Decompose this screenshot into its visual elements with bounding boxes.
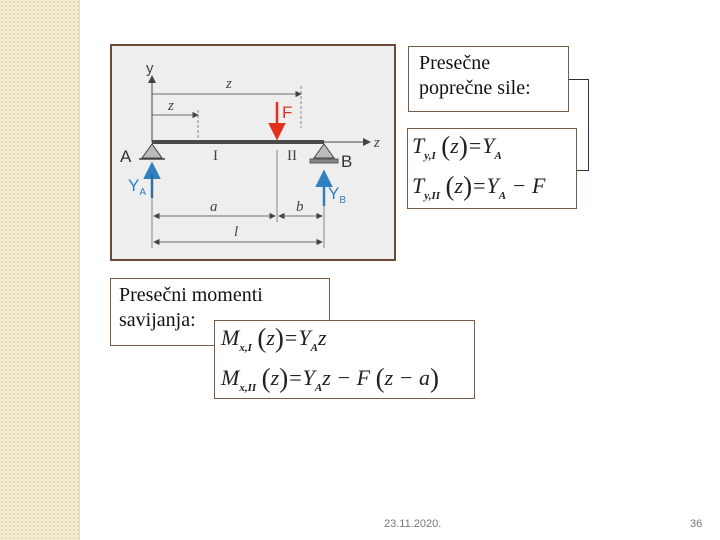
z-dimension-label: z [226, 76, 232, 92]
eq-rhs-subscript: A [310, 342, 318, 354]
slide-page-number: 36 [690, 518, 703, 530]
beam-figure [110, 44, 396, 261]
eq-argument: z [266, 325, 275, 350]
paren-open: ( [375, 363, 385, 393]
support-b-roller [310, 159, 338, 163]
eq-rhs: Y [486, 173, 499, 198]
shear-title-line-1: Presečne [419, 52, 491, 74]
eq-symbol: T [412, 173, 425, 198]
paren-close: ) [430, 363, 439, 393]
paren-close: ) [458, 131, 468, 161]
moment-equation-1 [221, 323, 327, 354]
reaction-b-label: $Y_B$ [328, 184, 347, 206]
section-2-label: II [287, 148, 297, 164]
dim-l-label: l [234, 224, 239, 240]
support-a [142, 144, 162, 158]
eq-symbol: M [221, 325, 240, 350]
beam-diagram [112, 46, 394, 259]
paren-close: ) [463, 171, 473, 201]
decorative-sidebar [0, 0, 79, 540]
equals-sign: = [284, 325, 298, 350]
moment-title-line-1: Presečni momenti [119, 284, 263, 306]
shear-title-line-2: poprečne sile: [419, 77, 531, 99]
eq-argument: z [270, 365, 280, 390]
dim-a-label: a [210, 199, 218, 215]
shear-equation-2 [412, 171, 545, 202]
eq-rest: z − F [322, 365, 371, 390]
eq-argument: z [450, 133, 459, 158]
paren-close: ) [274, 323, 284, 353]
eq-rest: − F [511, 173, 546, 198]
section-1-label: I [213, 148, 218, 164]
moment-equations [214, 320, 475, 399]
equals-sign: = [473, 173, 486, 198]
dim-b-label: b [296, 199, 304, 215]
slide-date: 23.11.2020. [384, 518, 442, 530]
eq-subscript: y,II [424, 190, 441, 202]
eq-rhs-subscript: A [498, 190, 507, 202]
sidebar-edge [79, 0, 80, 540]
eq-rhs-subscript: A [314, 382, 323, 394]
eq-rhs: Y [482, 133, 495, 158]
shear-equation-1 [412, 131, 502, 162]
support-b [314, 144, 334, 158]
eq-rhs: Y [302, 365, 315, 390]
support-b-label: B [341, 152, 353, 171]
support-a-label: A [120, 147, 132, 166]
equals-sign: = [289, 365, 302, 390]
eq-symbol: M [221, 365, 240, 390]
paren-open: ( [257, 323, 267, 353]
equals-sign: = [468, 133, 482, 158]
paren-close: ) [279, 363, 289, 393]
shear-equations [407, 128, 577, 209]
paren-open: ( [261, 363, 271, 393]
paren-open: ( [445, 171, 455, 201]
eq-rhs-subscript: A [494, 150, 502, 162]
eq-tail: z − a [384, 365, 430, 390]
force-label: F [282, 103, 293, 122]
eq-symbol: T [412, 133, 425, 158]
eq-subscript: x,II [239, 382, 257, 394]
eq-argument: z [454, 173, 464, 198]
shear-force-title [408, 46, 569, 112]
eq-subscript: x,I [239, 342, 252, 354]
z-axis-label: z [374, 135, 380, 151]
eq-subscript: y,I [424, 150, 436, 162]
y-axis-label: y [146, 60, 154, 77]
moment-equation-2 [221, 363, 439, 394]
moment-title-line-2: savijanja: [119, 309, 196, 331]
z-section-label: z [168, 98, 174, 114]
reaction-a-label: $Y_A$ [128, 176, 147, 198]
eq-rest: z [317, 325, 327, 350]
eq-rhs: Y [298, 325, 311, 350]
paren-open: ( [441, 131, 451, 161]
